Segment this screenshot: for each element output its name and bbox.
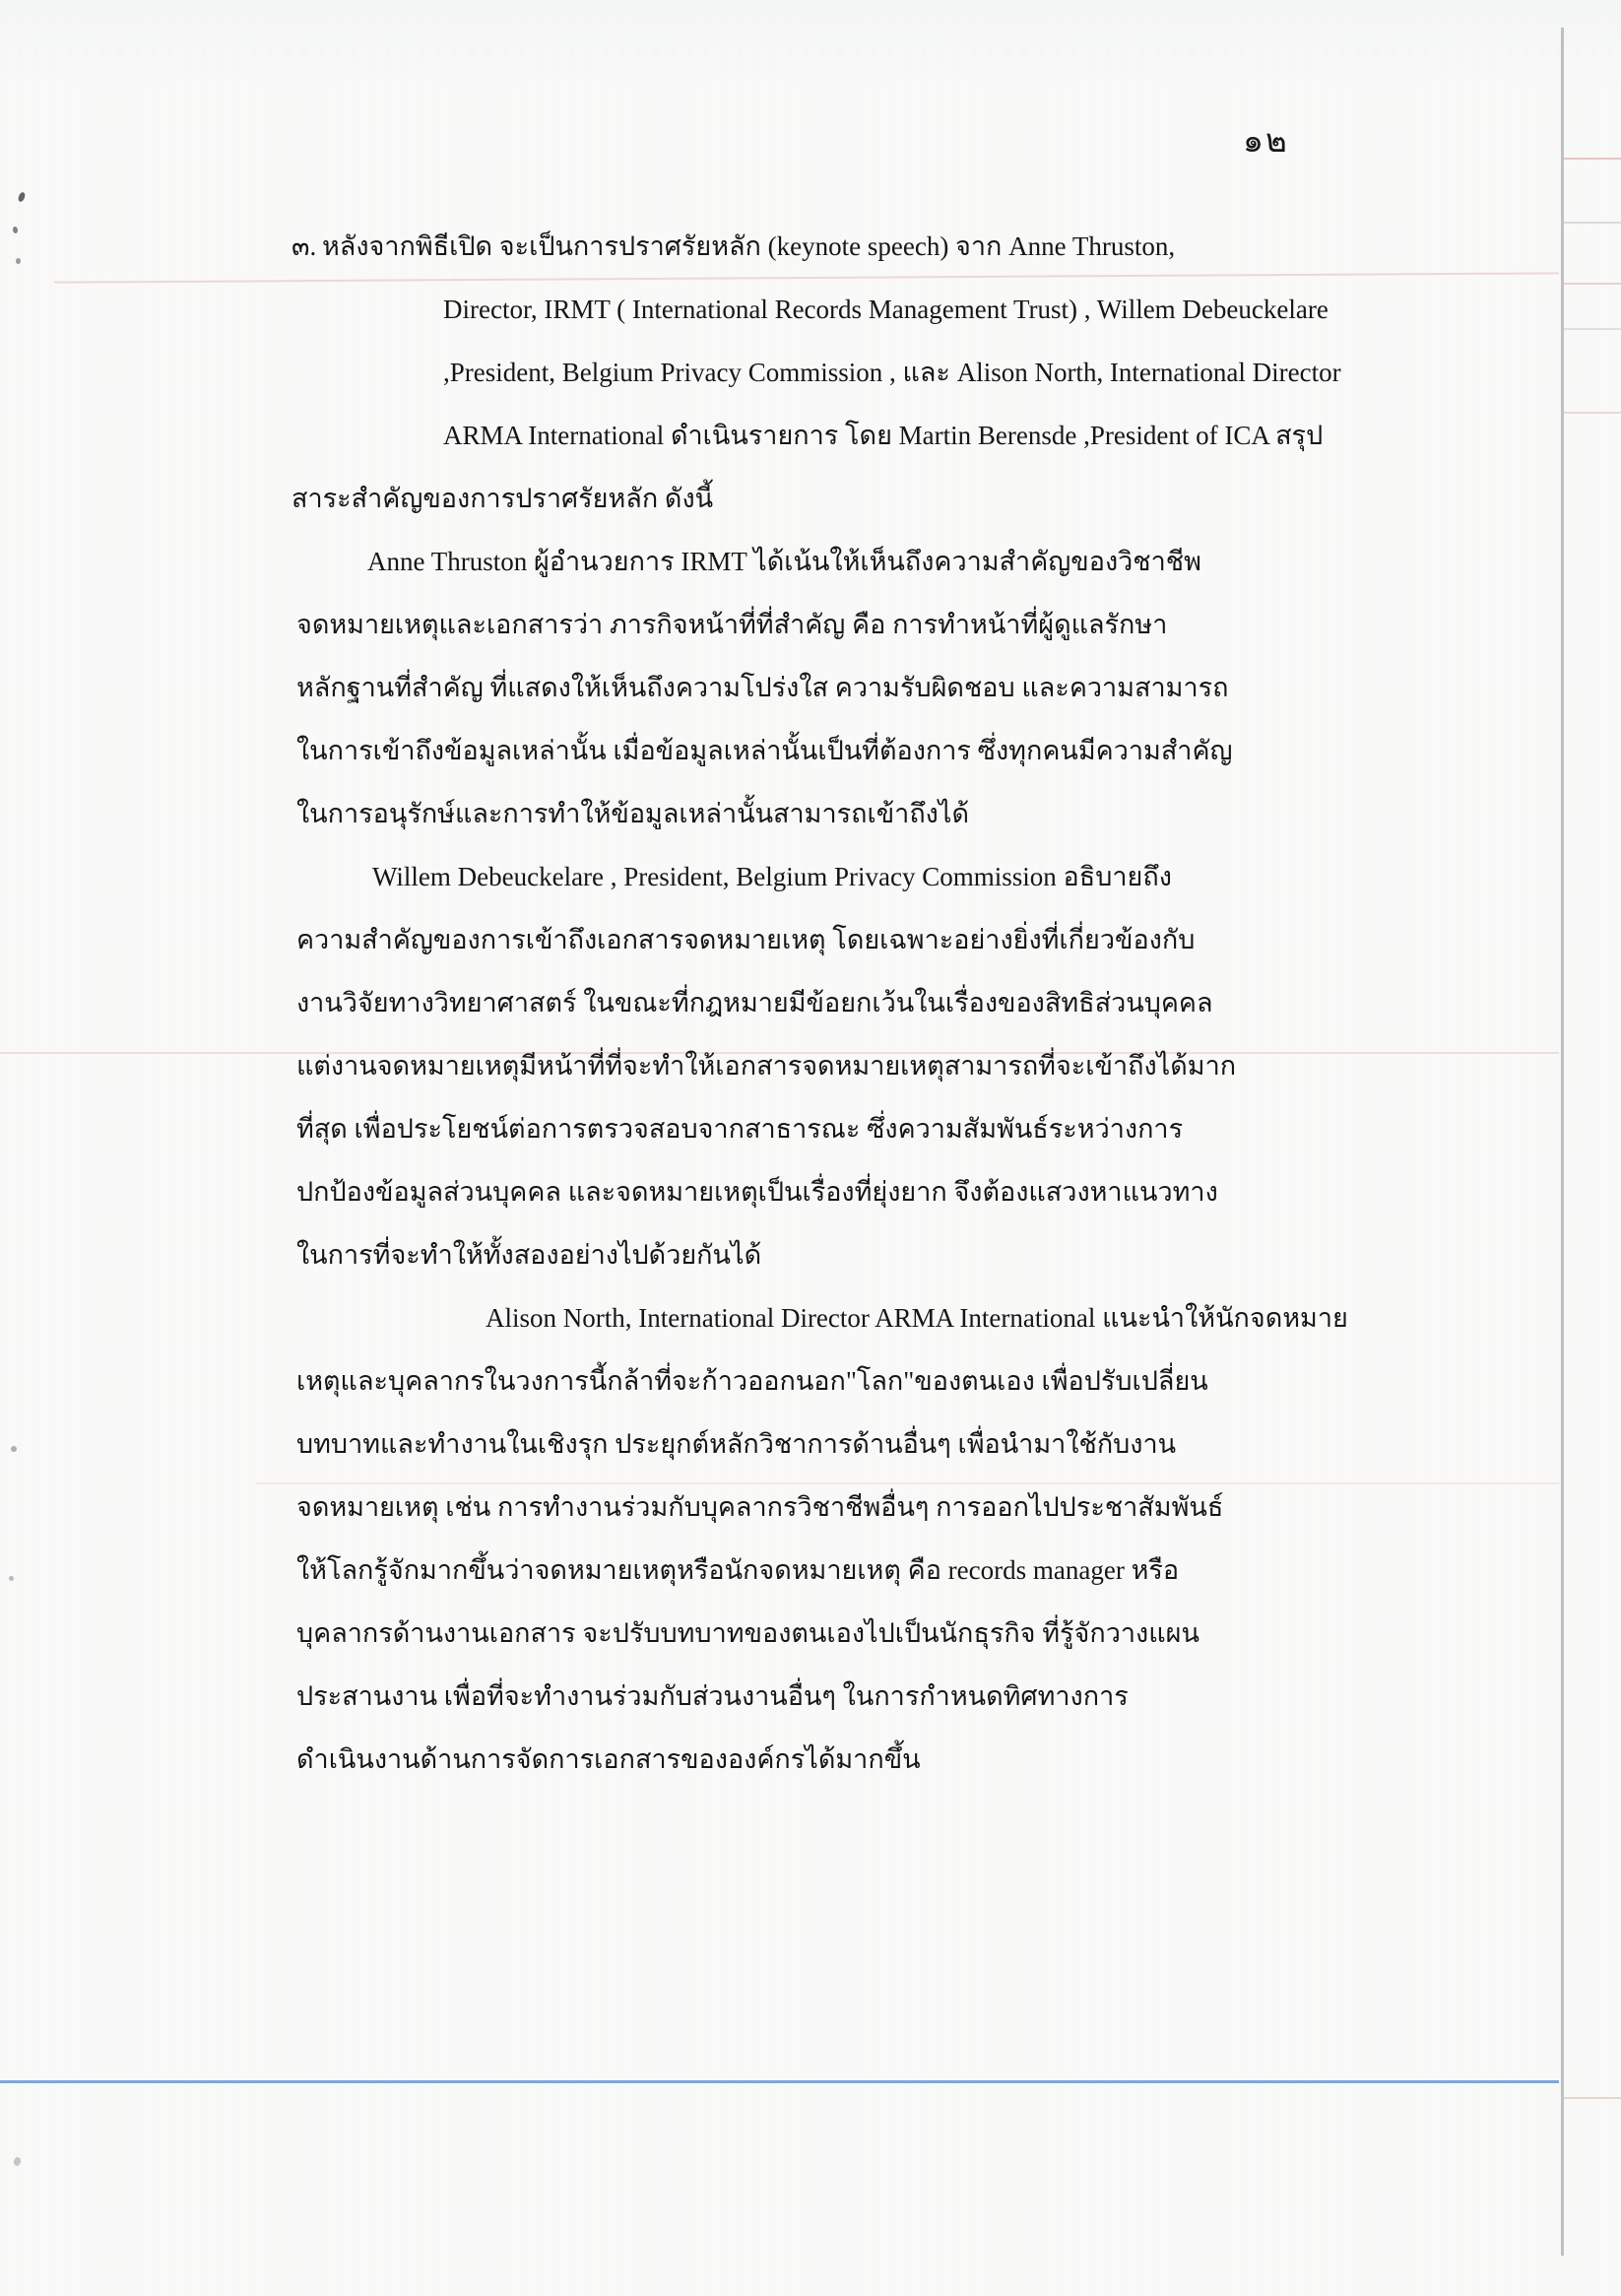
- text-line: Director, IRMT ( International Records Management Trust) , Willem Debeuckelare: [443, 295, 1329, 324]
- text-line: Willem Debeuckelare , President, Belgium Privacy Commission อธิบายถึง: [372, 862, 1172, 891]
- text-line: บทบาทและทำงานในเชิงรุก ประยุกต์หลักวิชาการด้านอื่นๆ เพื่อนำมาใช้กับงาน: [296, 1429, 1177, 1459]
- scan-artifact-vertical-line: [1561, 28, 1564, 2256]
- text-line: ปกป้องข้อมูลส่วนบุคคล และจดหมายเหตุเป็นเรื่องที่ยุ่งยาก จึงต้องแสวงหาแนวทาง: [296, 1177, 1218, 1207]
- text-line: หลักฐานที่สำคัญ ที่แสดงให้เห็นถึงความโปร่งใส ความรับผิดชอบ และความสามารถ: [296, 673, 1229, 702]
- text-line: Alison North, International Director ARMA International แนะนำให้นักจดหมาย: [486, 1303, 1348, 1333]
- text-line: ให้โลกรู้จักมากขึ้นว่าจดหมายเหตุหรือนักจดหมายเหตุ คือ records manager หรือ: [296, 1555, 1180, 1585]
- scan-artifact-margin-line: [1564, 158, 1621, 160]
- text-line: ARMA International ดำเนินรายการ โดย Martin Berensde ,President of ICA สรุป: [443, 421, 1324, 450]
- scan-artifact-speck: [17, 191, 26, 203]
- text-line: ประสานงาน เพื่อที่จะทำงานร่วมกับส่วนงานอื่นๆ ในการกำหนดทิศทางการ: [296, 1681, 1129, 1711]
- text-line: สาระสำคัญของการปราศรัยหลัก ดังนี้: [292, 484, 714, 513]
- scan-artifact-margin-line: [1564, 283, 1621, 285]
- scan-artifact-margin-line: [1564, 328, 1621, 330]
- text-line: Anne Thruston ผู้อำนวยการ IRMT ได้เน้นให้เห็นถึงความสำคัญของวิชาชีพ: [367, 547, 1201, 576]
- text-line: ที่สุด เพื่อประโยชน์ต่อการตรวจสอบจากสาธารณะ ซึ่งความสัมพันธ์ระหว่างการ: [296, 1114, 1184, 1144]
- list-item-number: ๓.: [292, 231, 317, 261]
- text-line: ในการเข้าถึงข้อมูลเหล่านั้น เมื่อข้อมูลเหล่านั้นเป็นที่ต้องการ ซึ่งทุกคนมีความสำคัญ: [296, 736, 1233, 765]
- scan-artifact-speck: [16, 258, 21, 264]
- text-line-content: หลังจากพิธีเปิด จะเป็นการปราศรัยหลัก (keynote speech) จาก Anne Thruston,: [322, 231, 1176, 261]
- text-line: ,President, Belgium Privacy Commission , และ Alison North, International Director: [443, 358, 1341, 387]
- text-line: ความสำคัญของการเข้าถึงเอกสารจดหมายเหตุ โดยเฉพาะอย่างยิ่งที่เกี่ยวข้องกับ: [296, 925, 1196, 954]
- text-line: ในการอนุรักษ์และการทำให้ข้อมูลเหล่านั้นสามารถเข้าถึงได้: [296, 799, 969, 828]
- document-body: [292, 215, 1348, 1791]
- text-line: จดหมายเหตุ เช่น การทำงานร่วมกับบุคลากรวิชาชีพอื่นๆ การออกไปประชาสัมพันธ์: [296, 1492, 1224, 1522]
- scan-artifact-blue-ruled-line: [0, 2080, 1559, 2083]
- text-line: แต่งานจดหมายเหตุมีหน้าที่ที่จะทำให้เอกสารจดหมายเหตุสามารถที่จะเข้าถึงได้มาก: [296, 1051, 1237, 1081]
- text-line: ดำเนินงานด้านการจัดการเอกสารขององค์กรได้มากขึ้น: [296, 1744, 921, 1774]
- text-line: ในการที่จะทำให้ทั้งสองอย่างไปด้วยกันได้: [296, 1240, 762, 1270]
- scan-artifact-speck: [11, 1446, 17, 1452]
- text-line: บุคลากรด้านงานเอกสาร จะปรับบทบาทของตนเองไปเป็นนักธุรกิจ ที่รู้จักวางแผน: [296, 1618, 1200, 1648]
- page-number: ๑๒: [1243, 124, 1289, 160]
- text-line: จดหมายเหตุและเอกสารว่า ภารกิจหน้าที่ที่สำคัญ คือ การทำหน้าที่ผู้ดูแลรักษา: [296, 610, 1168, 639]
- text-line: [292, 215, 1316, 278]
- scan-artifact-margin-line: [1564, 412, 1621, 414]
- text-line: เหตุและบุคลากรในวงการนี้กล้าที่จะก้าวออกนอก"โลก"ของตนเอง เพื่อปรับเปลี่ยน: [296, 1366, 1208, 1396]
- scan-artifact-speck: [13, 2156, 22, 2167]
- scan-artifact-margin-line: [1564, 2097, 1621, 2099]
- scan-artifact-speck: [9, 1576, 14, 1581]
- scan-artifact-speck: [12, 227, 18, 234]
- text-line: งานวิจัยทางวิทยาศาสตร์ ในขณะที่กฎหมายมีข้อยกเว้นในเรื่องของสิทธิส่วนบุคคล: [296, 988, 1213, 1017]
- scan-artifact-margin-line: [1564, 222, 1621, 224]
